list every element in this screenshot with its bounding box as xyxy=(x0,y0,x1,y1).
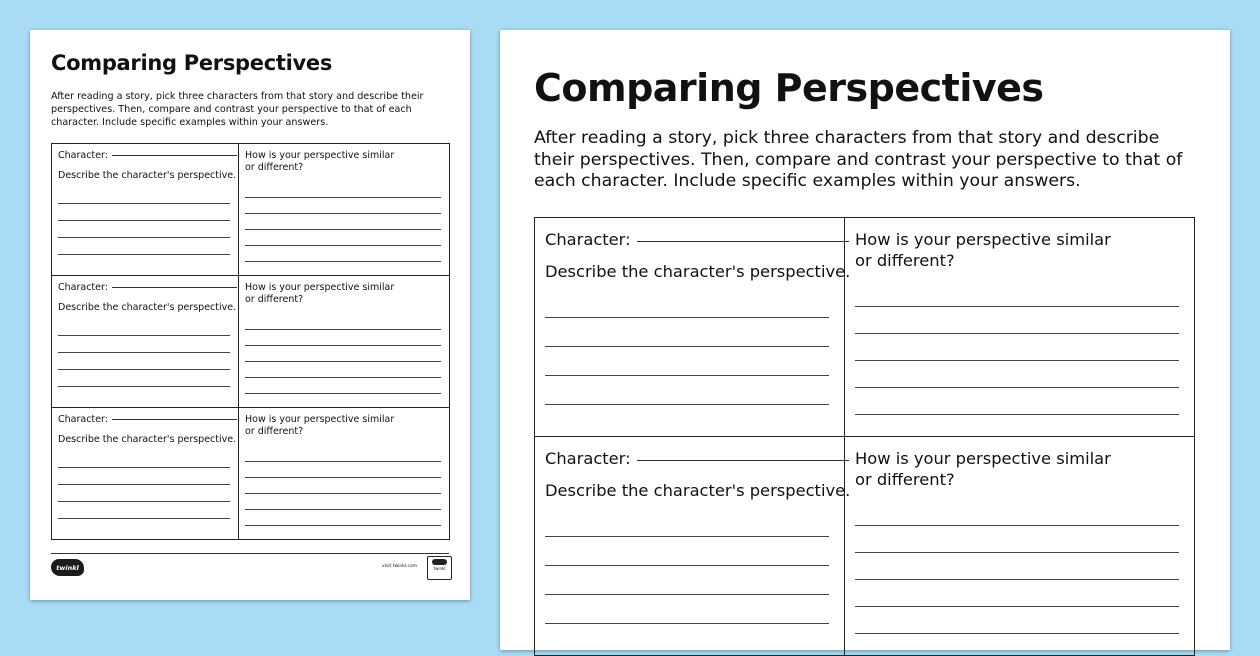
describe-label: Describe the character's perspective. xyxy=(58,302,237,313)
character-label: Character: xyxy=(58,414,108,425)
answer-line xyxy=(545,565,829,566)
compare-label-line2: or different? xyxy=(855,470,955,489)
worksheet-instructions: After reading a story, pick three characters from that story and describe their perspectives. Then, compare and contrast your perspective to that of each character. Include specific examples within your answers. xyxy=(534,128,1183,191)
table-row xyxy=(52,276,450,408)
character-label: Character: xyxy=(545,449,631,468)
worksheet-title: Comparing Perspectives xyxy=(534,66,1044,110)
answer-line xyxy=(855,606,1179,607)
badge-icon xyxy=(427,556,452,580)
worksheet-zoomed xyxy=(500,30,1230,650)
compare-label-line1: How is your perspective similar xyxy=(855,230,1111,249)
answer-line xyxy=(245,229,441,230)
character-label: Character: xyxy=(545,230,631,249)
answer-line xyxy=(855,552,1179,553)
character-cell xyxy=(52,144,239,276)
answer-line xyxy=(545,623,829,624)
answer-line xyxy=(545,404,829,405)
compare-label-line1: How is your perspective similar xyxy=(245,414,395,425)
answer-line xyxy=(245,245,441,246)
answer-line xyxy=(245,213,441,214)
character-cell xyxy=(535,437,851,656)
compare-label-line1: How is your perspective similar xyxy=(245,150,395,161)
worksheet-title: Comparing Perspectives xyxy=(51,51,333,75)
compare-label-line2: or different? xyxy=(245,294,304,305)
answer-line xyxy=(545,375,829,376)
answer-line xyxy=(245,377,441,378)
compare-cell xyxy=(239,144,450,276)
answer-line xyxy=(245,525,441,526)
answer-line xyxy=(245,477,441,478)
answer-line xyxy=(58,484,230,485)
perspective-table xyxy=(51,143,450,540)
table-row xyxy=(535,437,1195,656)
answer-line xyxy=(245,329,441,330)
answer-line xyxy=(245,197,441,198)
answer-line xyxy=(855,414,1179,415)
answer-line xyxy=(545,317,829,318)
compare-label-line1: How is your perspective similar xyxy=(245,282,395,293)
compare-cell xyxy=(845,437,1195,656)
character-name-line xyxy=(112,287,237,288)
footer-visit-text: visit twinkl.com xyxy=(382,564,418,569)
answer-line xyxy=(245,509,441,510)
character-label: Character: xyxy=(58,150,108,161)
character-cell xyxy=(52,408,239,540)
answer-line xyxy=(58,518,230,519)
character-cell xyxy=(52,276,239,408)
answer-line xyxy=(245,345,441,346)
answer-line xyxy=(58,220,230,221)
describe-label: Describe the character's perspective. xyxy=(545,262,851,281)
describe-label: Describe the character's perspective. xyxy=(545,481,851,500)
answer-line xyxy=(245,261,441,262)
compare-label-line2: or different? xyxy=(245,162,304,173)
answer-line xyxy=(855,525,1179,526)
badge-text: twinkl xyxy=(433,566,446,571)
character-name-line xyxy=(637,241,849,242)
compare-cell xyxy=(845,218,1195,437)
answer-line xyxy=(58,501,230,502)
answer-line xyxy=(58,254,230,255)
footer-divider xyxy=(51,553,449,554)
answer-line xyxy=(855,360,1179,361)
answer-line xyxy=(58,467,230,468)
twinkl-logo: twinkl xyxy=(51,559,84,576)
answer-line xyxy=(545,536,829,537)
describe-label: Describe the character's perspective. xyxy=(58,434,237,445)
table-row xyxy=(535,218,1195,437)
answer-line xyxy=(545,346,829,347)
answer-line xyxy=(855,387,1179,388)
table-row xyxy=(52,144,450,276)
table-row xyxy=(52,408,450,540)
answer-line xyxy=(58,335,230,336)
compare-label-line2: or different? xyxy=(855,251,955,270)
answer-line xyxy=(245,393,441,394)
character-name-line xyxy=(112,155,237,156)
compare-label-line1: How is your perspective similar xyxy=(855,449,1111,468)
answer-line xyxy=(58,352,230,353)
answer-line xyxy=(58,386,230,387)
worksheet-thumbnail xyxy=(30,30,470,600)
answer-line xyxy=(245,461,441,462)
perspective-table xyxy=(534,217,1195,656)
answer-line xyxy=(855,633,1179,634)
answer-line xyxy=(58,237,230,238)
answer-line xyxy=(245,493,441,494)
answer-line xyxy=(855,579,1179,580)
answer-line xyxy=(545,594,829,595)
character-name-line xyxy=(637,460,849,461)
answer-line xyxy=(58,203,230,204)
character-label: Character: xyxy=(58,282,108,293)
answer-line xyxy=(855,333,1179,334)
compare-label-line2: or different? xyxy=(245,426,304,437)
answer-line xyxy=(245,361,441,362)
worksheet-instructions: After reading a story, pick three characters from that story and describe their perspectives. Then, compare and contrast your perspective to that of each character. Include specific examples within your answers. xyxy=(51,91,424,128)
compare-cell xyxy=(239,276,450,408)
answer-line xyxy=(58,369,230,370)
compare-cell xyxy=(239,408,450,540)
answer-line xyxy=(855,306,1179,307)
character-name-line xyxy=(112,419,237,420)
character-cell xyxy=(535,218,851,437)
describe-label: Describe the character's perspective. xyxy=(58,170,237,181)
